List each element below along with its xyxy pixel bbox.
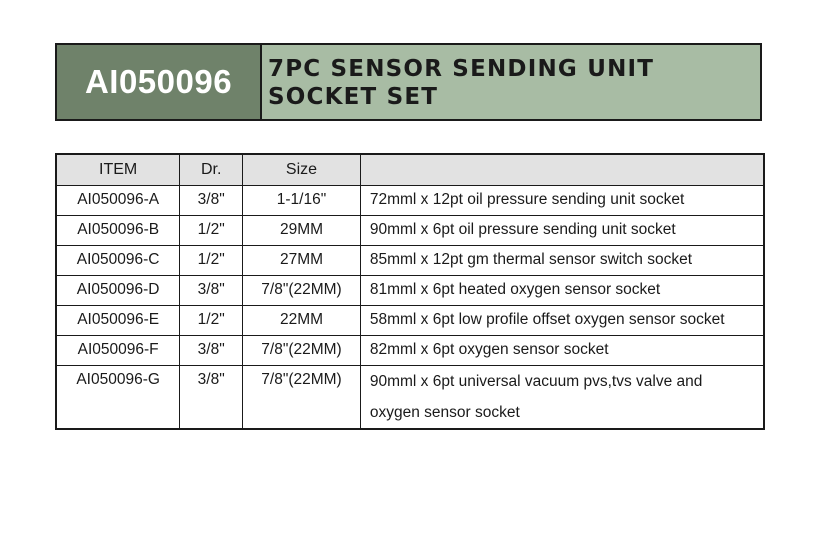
column-header-size: Size [243,154,361,185]
table-row [56,185,764,215]
spec-table [55,153,765,430]
description-cell: 85mml x 12pt gm thermal sensor switch socket [360,245,764,275]
description-cell: 81mml x 6pt heated oxygen sensor socket [360,275,764,305]
table-row [56,305,764,335]
item-cell: AI050096-E [56,305,180,335]
item-cell: AI050096-D [56,275,180,305]
item-cell: AI050096-G [56,365,180,429]
description-line-1: 90mml x 6pt universal vacuum pvs,tvs valve and [369,372,703,390]
drive-cell: 1/2" [180,215,243,245]
description-cell [360,365,764,429]
table-row [56,335,764,365]
description-line-2: oxygen sensor socket [369,403,520,421]
item-cell: AI050096-F [56,335,180,365]
drive-cell: 1/2" [180,245,243,275]
size-cell: 1-1/16" [243,185,361,215]
drive-cell: 3/8" [180,275,243,305]
product-code: AI050096 [57,45,262,119]
size-cell: 7/8"(22MM) [243,275,361,305]
drive-cell: 1/2" [180,305,243,335]
table-row [56,245,764,275]
description-cell: 72mml x 12pt oil pressure sending unit socket [360,185,764,215]
table-row [56,275,764,305]
column-header-description [360,154,764,185]
table-row [56,215,764,245]
drive-cell: 3/8" [180,185,243,215]
description-cell: 82mml x 6pt oxygen sensor socket [360,335,764,365]
size-cell: 7/8"(22MM) [243,335,361,365]
item-cell: AI050096-C [56,245,180,275]
drive-cell: 3/8" [180,365,243,429]
description-cell: 58mml x 6pt low profile offset oxygen sensor socket [360,305,764,335]
column-header-drive: Dr. [180,154,243,185]
size-cell: 27MM [243,245,361,275]
product-title: 7PC SENSOR SENDING UNIT SOCKET SET [262,45,760,119]
drive-cell: 3/8" [180,335,243,365]
table-row [56,365,764,429]
column-header-item: ITEM [56,154,180,185]
description-cell: 90mml x 6pt oil pressure sending unit socket [360,215,764,245]
size-cell: 29MM [243,215,361,245]
table-header-row [56,154,764,185]
product-header [55,43,762,121]
size-cell: 22MM [243,305,361,335]
item-cell: AI050096-A [56,185,180,215]
size-cell: 7/8"(22MM) [243,365,361,429]
item-cell: AI050096-B [56,215,180,245]
